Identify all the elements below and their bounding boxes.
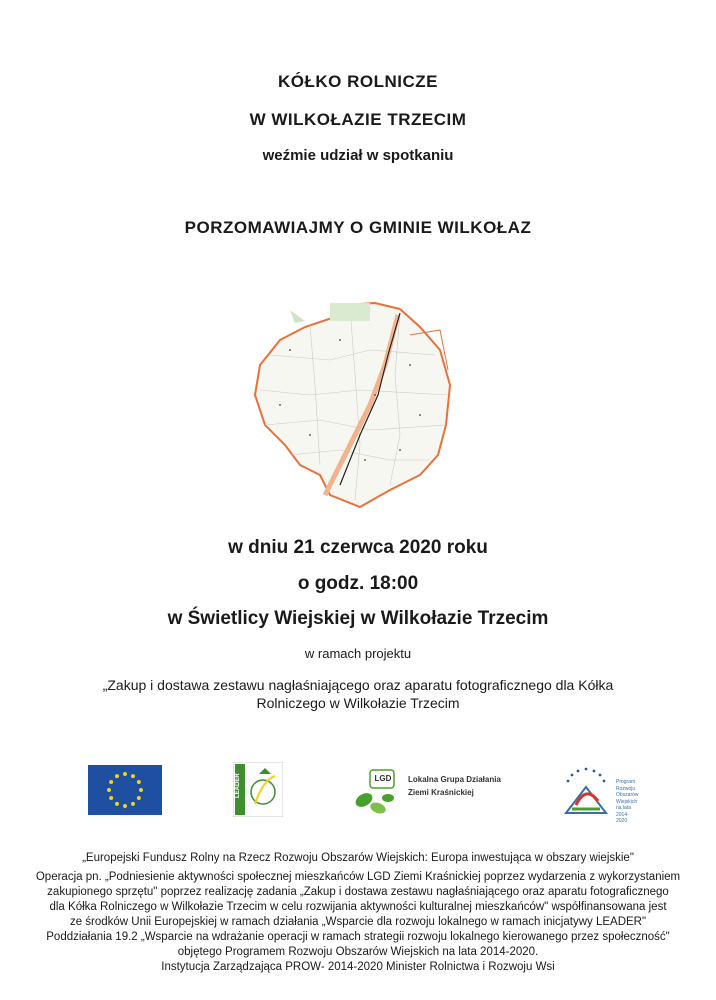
lgd-name-line-2: Ziemi Kraśnickiej [408, 788, 474, 797]
title-line-1: KÓŁKO ROLNICZE [278, 72, 438, 91]
footer-line-2: Operacja pn. „Podniesienie aktywności społecznej mieszkańców LGD Ziemi Kraśnickiej poprzez wydarzenia z wykorzystaniem [35, 871, 681, 883]
lgd-logo [352, 768, 502, 818]
leader-label: LEADER [235, 773, 241, 798]
eu-star-icon [123, 804, 127, 808]
eu-star-icon [115, 802, 119, 806]
eu-star-icon [123, 772, 127, 776]
footer-text [0, 851, 716, 975]
lgd-name-line-1: Lokalna Grupa Działania [408, 775, 501, 784]
prow-emblem-icon [558, 765, 614, 819]
eu-star-icon [131, 802, 135, 806]
eu-star-icon [139, 788, 143, 792]
footer-line-5: ze środków Unii Europejskiej w ramach działania „Wsparcie dla rozwoju lokalnego w ramach inicjatywy LEADER" [69, 916, 647, 928]
event-place: w Świetlicy Wiejskiej w Wilkołazie Trzecim [167, 608, 549, 629]
project-name-line-1: „Zakup i dostawa zestawu nagłaśniającego oraz aparatu fotograficznego dla Kółka [102, 677, 614, 693]
lgd-abbr: LGD [374, 774, 392, 783]
eu-flag-logo [88, 765, 162, 815]
eu-star-icon [107, 788, 111, 792]
eu-star-icon [115, 774, 119, 778]
title-line-2: W WILKOŁAZIE TRZECIM [249, 110, 467, 129]
project-intro: w ramach projektu [304, 646, 412, 661]
title-line-3: weźmie udział w spotkaniu [262, 147, 454, 164]
event-title: PORZOMAWIAJMY O GMINIE WILKOŁAZ [184, 218, 532, 237]
event-date: w dniu 21 czerwca 2020 roku [228, 537, 488, 558]
footer-line-4: dla Kółka Rolniczego w Wilkołazie Trzecim w celu rozwijania aktywności kulturalnej mieszkańców" współfinansowana jest [49, 901, 667, 913]
prow-text: Program Rozwoju Obszarów Wiejskich na lata 2014-2020 [616, 779, 639, 824]
event-time: o godz. 18:00 [297, 573, 419, 594]
eu-star-icon [131, 774, 135, 778]
eu-star-icon [109, 780, 113, 784]
eu-star-icon [109, 796, 113, 800]
eu-star-icon [137, 780, 141, 784]
footer-line-7: objętego Programem Rozwoju Obszarów Wiejskich na lata 2014-2020. [177, 946, 539, 958]
footer-line-6: Poddziałania 19.2 „Wsparcie na wdrażanie operacji w ramach strategii rozwoju lokalnego kierowanego przez społeczność" [46, 931, 670, 943]
footer-line-3: zakupionego sprzętu" poprzez realizację zadania „Zakup i dostawa zestawu nagłaśniającego oraz aparatu fotograficznego [47, 886, 669, 898]
footer-line-8: Instytucja Zarządzająca PROW- 2014-2020 Minister Rolnictwa i Rozwoju Wsi [161, 961, 555, 973]
project-name-line-2: Rolniczego w Wilkołazie Trzecim [256, 695, 460, 711]
eu-star-icon [137, 796, 141, 800]
prow-logo [558, 765, 639, 824]
commune-map [250, 295, 465, 510]
footer-line-1: „Europejski Fundusz Rolny na Rzecz Rozwoju Obszarów Wiejskich: Europa inwestująca w obszary wiejskie" [82, 852, 634, 864]
